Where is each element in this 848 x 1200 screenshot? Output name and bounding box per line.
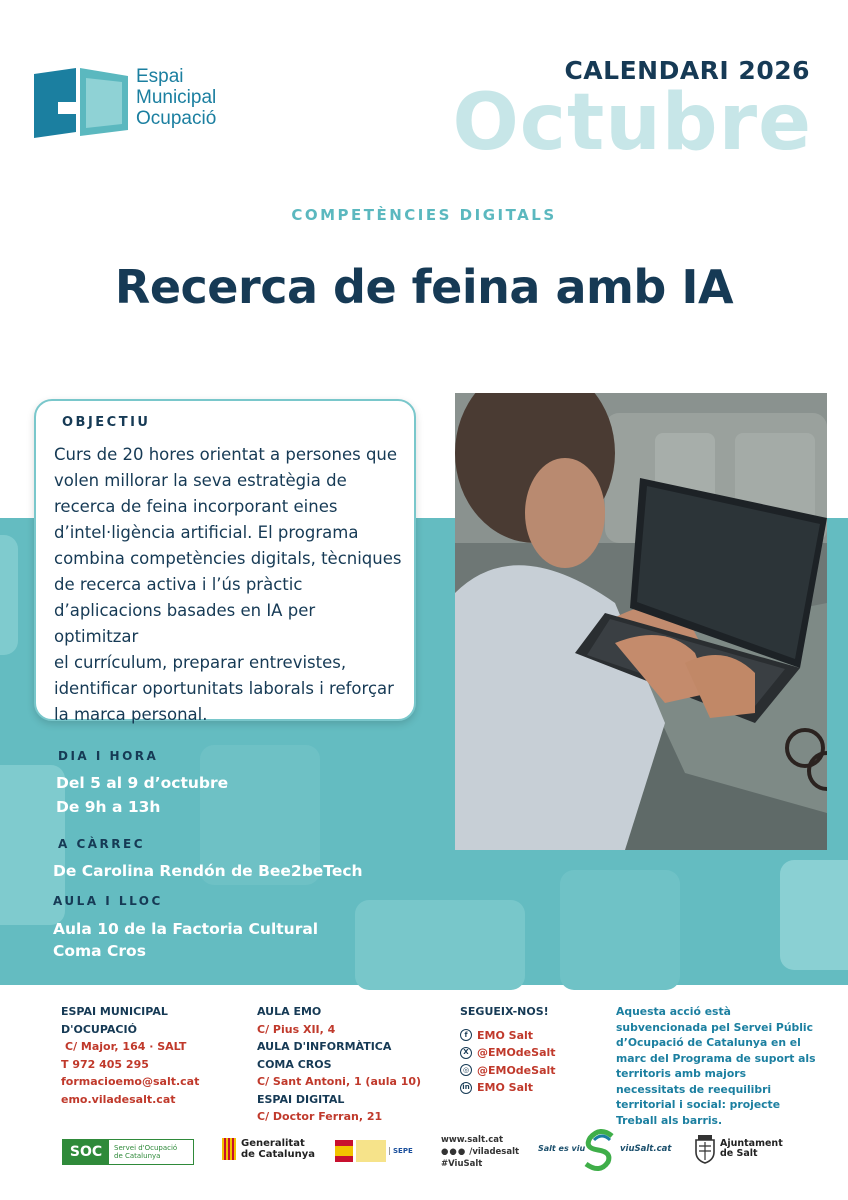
emo-logo-icon [32, 66, 132, 140]
footer-locations [257, 1003, 437, 1126]
trainer-value: De Carolina Rendón de Bee2beTech [53, 862, 363, 880]
band-decoration [560, 870, 680, 990]
x-link[interactable]: X @EMOdeSalt [460, 1044, 610, 1062]
band-decoration [355, 900, 525, 990]
senyera-icon [222, 1138, 236, 1160]
gencat-logo: Generalitat de Catalunya [222, 1138, 315, 1160]
linkedin-icon: in [460, 1082, 472, 1094]
funding-notice: Aquesta acció està subvencionada pel Servei Públic d’Ocupació de Catalunya en el marc del Programa de suport als territoris amb majors necessitats de reequilibri territorial i social: projecte Treball als barris. [616, 1005, 816, 1127]
band-decoration [0, 535, 18, 655]
viusalt-swirl-icon [582, 1128, 618, 1172]
contact-phone: T 972 405 295 [61, 1057, 149, 1071]
calendar-label: CALENDARI 2026 [564, 56, 810, 85]
ministry-logo: SEPE [335, 1139, 423, 1163]
ajuntament-logo: Ajuntament de Salt [694, 1134, 783, 1164]
spain-shield-icon [335, 1140, 353, 1162]
location-address: C/ Pius XII, 4 [257, 1022, 336, 1036]
place-label: AULA I LLOC [53, 894, 163, 908]
course-category: COMPETÈNCIES DIGITALS [291, 206, 557, 224]
contact-web-link[interactable]: emo.viladesalt.cat [61, 1092, 176, 1106]
location-title: AULA D'INFORMÀTICA [257, 1040, 392, 1053]
location-address: C/ Sant Antoni, 1 (aula 10) [257, 1075, 422, 1088]
instagram-icon: ◎ [460, 1064, 472, 1076]
salt-crest-icon [694, 1134, 716, 1164]
instagram-link[interactable]: ◎ @EMOdeSalt [460, 1062, 610, 1080]
facebook-link[interactable]: f EMO Salt [460, 1027, 610, 1045]
course-photo [455, 393, 827, 850]
band-decoration [780, 860, 848, 970]
x-icon: X [460, 1047, 472, 1059]
objective-text: Curs de 20 hores orientat a persones que volen millorar la seva estratègia de recerca de feina incorporant eines d’intel·ligència artificial. El programa combina competències digitals, tècniques de recerca activa i l’ús pràctic d’aplicacions basades en IA per optimitzar el currículum, preparar entrevistes, identificar oportunitats laborals i reforçar la marca personal. [54, 445, 402, 724]
month-title: Octubre [452, 78, 812, 168]
contact-title: ESPAI MUNICIPAL [61, 1005, 168, 1018]
time-value: De 9h a 13h [56, 798, 161, 816]
linkedin-link[interactable]: in EMO Salt [460, 1079, 610, 1097]
ministry-block [356, 1140, 386, 1162]
viusalt-logo: Salt es viu viuSalt.cat [538, 1128, 670, 1172]
facebook-icon: f [460, 1029, 472, 1041]
place-line-1: Aula 10 de la Factoria Cultural [53, 920, 319, 938]
trainer-label: A CÀRREC [58, 837, 146, 851]
location-title: COMA CROS [257, 1057, 332, 1071]
objective-label: OBJECTIU [62, 415, 151, 430]
social-title: SEGUEIX-NOS! [460, 1005, 549, 1018]
location-address: C/ Doctor Ferran, 21 [257, 1110, 383, 1123]
location-title: AULA EMO [257, 1005, 322, 1018]
org-name: Espai Municipal Ocupació [136, 66, 217, 129]
date-label: DIA I HORA [58, 749, 159, 763]
footer-social [460, 1003, 610, 1097]
course-title: Recerca de feina amb IA [114, 260, 734, 314]
date-value: Del 5 al 9 d’octubre [56, 774, 229, 792]
salt-social-logo: www.salt.cat ●●● /viladesalt #ViuSalt [441, 1135, 520, 1169]
soc-logo: SOC Servei d'Ocupació de Catalunya [62, 1139, 194, 1165]
location-title: ESPAI DIGITAL [257, 1092, 345, 1106]
contact-address: C/ Major, 164 · SALT [65, 1040, 187, 1053]
contact-email-link[interactable]: formacioemo@salt.cat [61, 1075, 200, 1088]
place-line-2: Coma Cros [53, 942, 146, 960]
contact-title: D'OCUPACIÓ [61, 1022, 137, 1036]
footer-contact [61, 1003, 241, 1108]
